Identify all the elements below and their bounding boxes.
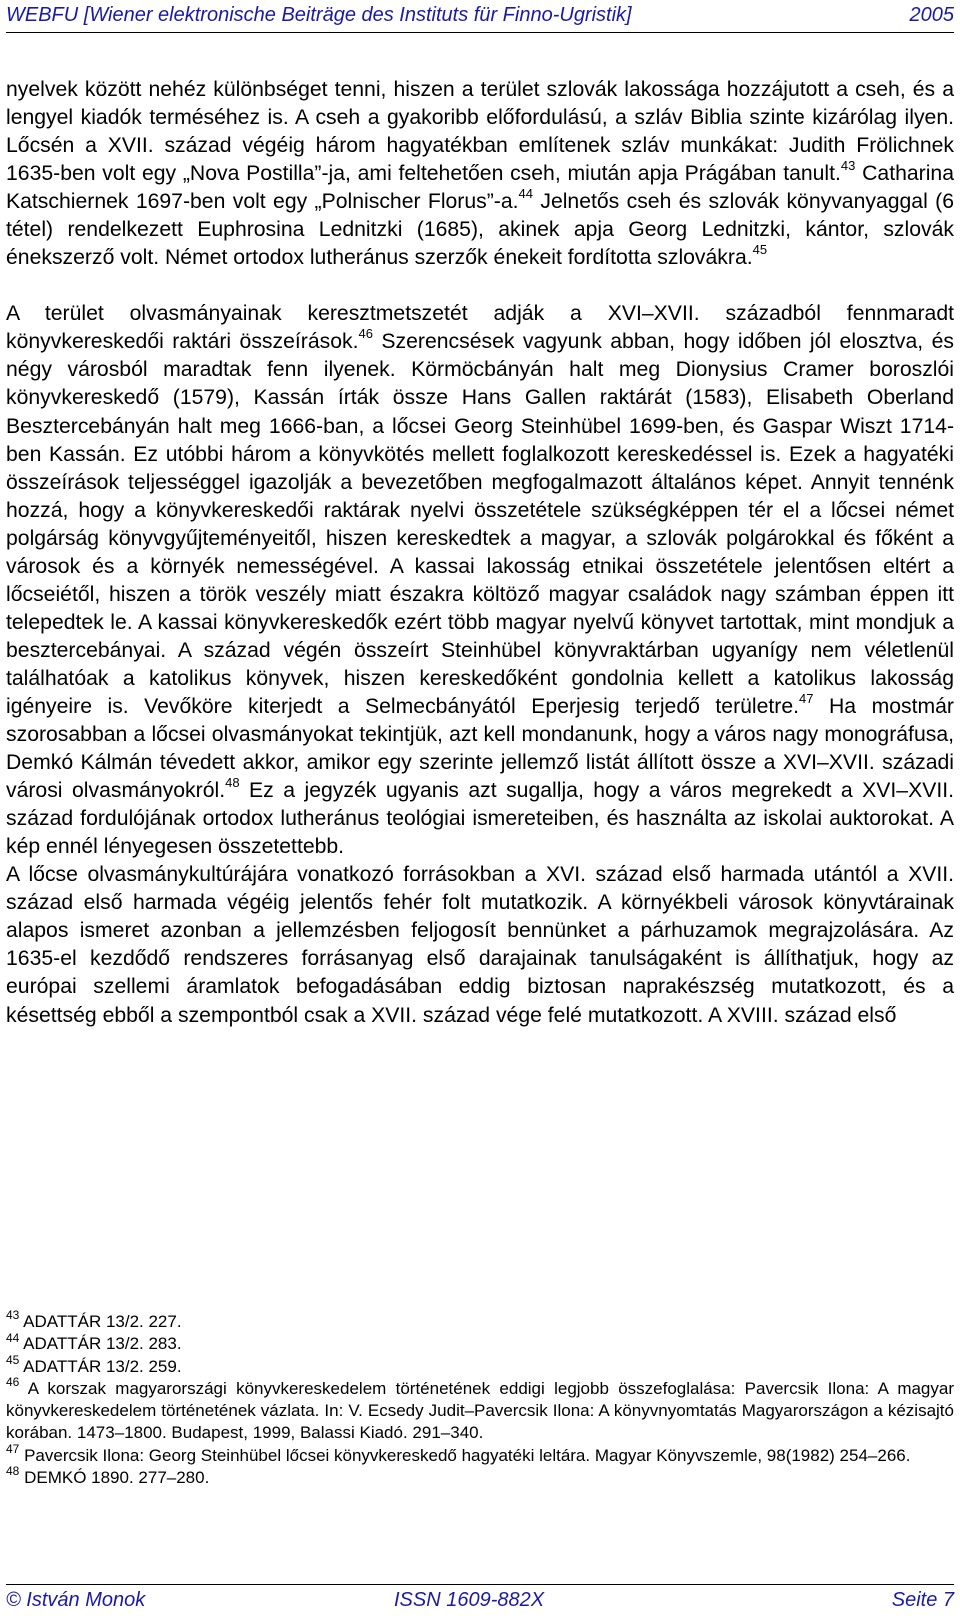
text-run: Jelnetős cseh és szlovák könyvanyaggal (6 tétel) rendelkezett Euphrosina Lednitzki (1685), akinek apja Georg Lednitzki, kántor, szlovák énekszerző volt. Német ortodox lutheránus szerzők énekeit fordította szlovákra. bbox=[6, 190, 954, 270]
text-run: A lőcse olvasmánykultúrájára vonatkozó forrásokban a XVI. század első harmada utántól a XVII. század első harmada végéig jelentős fehér folt mutatkozik. A környékbeli városok könyvtárainak alapos ismeret azonban a jellemzésben feljogosít bennünket a párhuzamok megrajzolására. Az 1635-el kezdődő rendszeres forrásanyag első darajainak tanulságaként is állíthatjuk, hogy az európai szellemi áramlatok befogadásában eddig biztosan naprakészség mutatkozott, és a késettség ebből a szempontból csak a XVII. század vége felé mutatkozott. A XVIII. század első bbox=[6, 863, 954, 1027]
footnote-text: DEMKÓ 1890. 277–280. bbox=[19, 1468, 210, 1488]
footnote-ref[interactable]: 43 bbox=[840, 158, 856, 174]
footer-issn: ISSN 1609-882X bbox=[394, 1589, 545, 1611]
footnote-ref[interactable]: 46 bbox=[358, 326, 373, 342]
footnote-number: 44 bbox=[6, 1330, 20, 1345]
footnote-text: A korszak magyarországi könyvkereskedelem történetének eddigi legjobb összefoglalása: Pavercsik Ilona: A magyar könyvkereskedelem történetének vázlata. In: V. Ecsedy Judit–Pavercsik Ilona: A könyvnyomtatás Magyarországon a kézisajtó korában. 1473–1800. Budapest, 1999, Balassi Kiadó. 291–340. bbox=[6, 1378, 954, 1443]
text-run: Ha mostmár szorosabban a lőcsei olvasmányokat tekintjük, azt kell mondanunk, hogy a város nagy monográfusa, Demkó Kálmán tévedett akkor, amikor egy szerinte jellemző listát állított össze a XVI–XVII. századi városi olvasmányokról. bbox=[6, 694, 954, 803]
footnote-text: ADATTÁR 13/2. 259. bbox=[19, 1356, 182, 1376]
footnote bbox=[6, 1464, 954, 1489]
footnote-ref[interactable]: 44 bbox=[518, 186, 533, 202]
header-year: 2005 bbox=[909, 4, 954, 26]
footer-author: © István Monok bbox=[6, 1589, 146, 1611]
text-run: nyelvek között nehéz különbséget tenni, hiszen a terület szlovák lakossága hozzájutott a cseh, és a lengyel kiadók terméséhez is. A cseh a gyakoribb előfordulású, a szláv Biblia szinte kizárólag ilyen. Lőcsén a XVII. század végéig három hagyatékban említenek szláv munkákat: Judith Frölichnek 1635-ben volt egy „Nova Postilla”-ja, ami feltehetően cseh, miután apja Prágában tanult. bbox=[6, 78, 954, 186]
footnote-ref[interactable]: 48 bbox=[225, 775, 240, 791]
footnote-number: 45 bbox=[6, 1352, 20, 1367]
text-run: Szerencsések vagyunk abban, hogy időben jól elosztva, és négy városból maradtak fenn ilyenek. Körmöcbányán halt meg Dionysius Cramer boroszlói könyvkereskedő (1579), Kassán írták össze Hans Gallen raktárát (1583), Elisabeth Oberland Besztercebányán halt meg 1666-ban, a lőcsei Georg Steinhübel 1699-ben, és Gaspar Wiszt 1714-ben Kassán. Ez utóbbi három a könyvkötés mellett foglalkozott kereskedéssel is. Ezek a hagyatéki összeírások teljességgel igazolják a bevezetőben megfogalmazott általános képet. Annyit tennénk hozzá, hogy a könyvkereskedői raktárak nyelvi összetétele szükségképpen tér el a lőcsei német polgárság könyvgyűjteményeitől, hiszen kereskedtek a magyar, a szlovák polgárokkal és főként a városok és a környék nemességével. A kassai lakosság etnikai összetétele jelentősen eltért a lőcseiétől, hiszen a török veszély miatt északra költöző magyar családok nagy számban éppen itt telepedtek le. A kassai könyvkereskedők ezért több magyar nyelvű könyvet tartottak, mint mondjuk a besztercebányai. A század végén összeírt Steinhübel könyvraktárban ugyanígy nem véletlenül találhatóak a katolikus könyvek, hiszen kereskedőként gondolnia kellett a katolikus lakosság igényeire is. Vevőköre kiterjedt a Selmecbányától Eperjesig terjedő területre. bbox=[6, 330, 954, 718]
paragraph bbox=[6, 861, 954, 1029]
footnote bbox=[6, 1375, 954, 1445]
footnote-ref[interactable]: 47 bbox=[799, 690, 814, 706]
main-text bbox=[6, 76, 954, 1030]
footnote-ref[interactable]: 45 bbox=[752, 242, 768, 258]
footnote-text: Pavercsik Ilona: Georg Steinhübel lőcsei könyvkereskedő hagyatéki leltára. Magyar Könyvszemle, 98(1982) 254–266. bbox=[19, 1445, 911, 1465]
footnote-number: 43 bbox=[6, 1308, 20, 1323]
paragraph bbox=[6, 76, 954, 272]
page-footer bbox=[6, 1584, 954, 1615]
text-run: Ez a jegyzék ugyanis azt sugallja, hogy a város megrekedt a XVI–XVII. század fordulójának ortodox lutheránus teológiai ismereteiben, és használta az iskolai auktorokat. A kép ennél lényegesen összetettebb. bbox=[6, 779, 954, 859]
footnote bbox=[6, 1308, 954, 1333]
footnote bbox=[6, 1330, 954, 1355]
paragraph bbox=[6, 300, 954, 861]
footnote-number: 47 bbox=[6, 1442, 20, 1457]
footnotes bbox=[6, 1308, 954, 1489]
text-run: A terület olvasmányainak keresztmetszetét adják a XVI–XVII. századból fennmaradt könyvkereskedői raktári összeírások. bbox=[6, 302, 954, 354]
footnote-text: ADATTÁR 13/2. 227. bbox=[19, 1312, 182, 1331]
footnote-number: 46 bbox=[6, 1375, 20, 1390]
footnote-number: 48 bbox=[6, 1464, 20, 1479]
journal-title: WEBFU [Wiener elektronische Beiträge des Instituts für Finno-Ugristik] bbox=[6, 4, 632, 26]
footnote bbox=[6, 1442, 954, 1467]
footnote bbox=[6, 1352, 954, 1378]
footnote-text: ADATTÁR 13/2. 283. bbox=[19, 1334, 182, 1354]
page-header bbox=[6, 2, 954, 33]
text-run: Catharina Katschiernek 1697-ben volt egy „Polnischer Florus”-a. bbox=[6, 162, 954, 214]
footer-page-number: Seite 7 bbox=[891, 1589, 954, 1611]
